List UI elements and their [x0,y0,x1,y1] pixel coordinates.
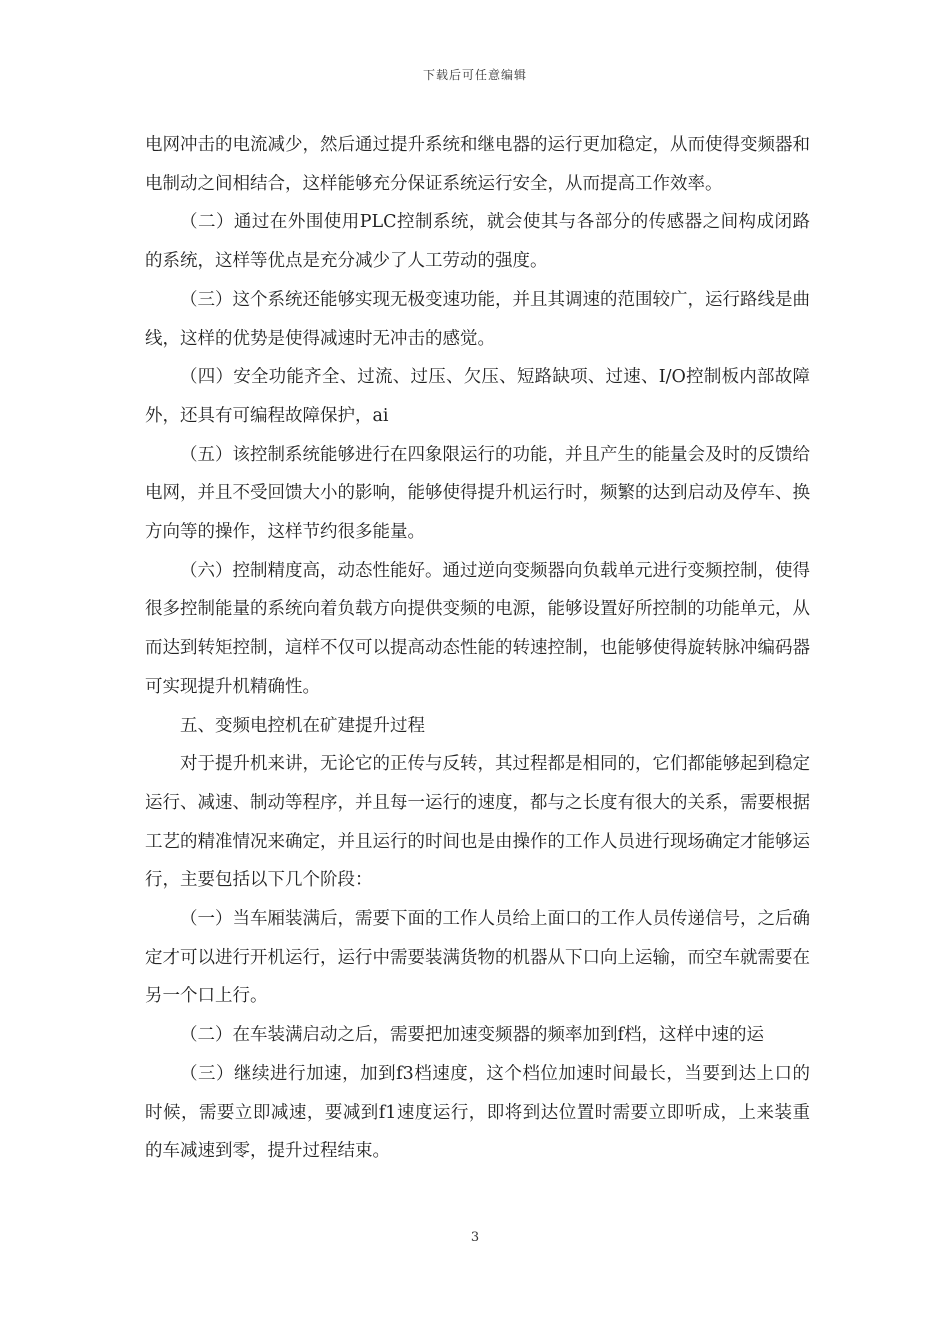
paragraph: 电网冲击的电流减少，然后通过提升系统和继电器的运行更加稳定，从而使得变频器和电制动之间相结合，这样能够充分保证系统运行安全，从而提高工作效率。 [145,135,810,194]
page-header: 下载后可任意编辑 [422,68,527,82]
paragraph: （三）这个系统还能够实现无极变速功能，并且其调速的范围较广，运行路线是曲线，这样的优势是使得减速时无冲击的感觉。 [145,289,810,349]
paragraph: （五）该控制系统能够进行在四象限运行的功能，并且产生的能量会及时的反馈给电网，并且不受回馈大小的影响，能够使得提升机运行时，频繁的达到启动及停车、换方向等的操作，这样节约很多能量。 [145,444,810,543]
paragraph: （六）控制精度高，动态性能好。通过逆向变频器向负载单元进行变频控制，使得很多控制能量的系统向着负载方向提供变频的电源，能够设置好所控制的功能单元，从而达到转矩控制，這样不仅可以提高动态性能的转速控制，也能够使得旋转脉冲编码器可实现提升机精确性。 [145,560,810,697]
paragraph: （四）安全功能齐全、过流、过压、欠压、短路缺项、过速、I/O控制板内部故障外，还具有可编程故障保护，ai [145,367,810,426]
paragraph: 对于提升机来讲，无论它的正传与反转，其过程都是相同的，它们都能够起到稳定运行、减速、制动等程序，并且每一运行的速度，都与之长度有很大的关系，需要根据工艺的精准情况来确定，并且运行的时间也是由操作的工作人员进行现场确定才能够运行，主要包括以下几个阶段： [145,754,810,891]
body-text [145,126,810,1171]
paragraph: （三）继续进行加速，加到f3档速度，这个档位加速时间最长，当要到达上口的时候，需要立即减速，要减到f1速度运行，即将到达位置时需要立即听成，上来装重的车减速到零，提升过程结束。 [145,1063,810,1162]
section-heading: 五、变频电控机在矿建提升过程 [180,715,425,736]
paragraph: （一）当车厢装满后，需要下面的工作人员给上面口的工作人员传递信号，之后确定才可以进行开机运行，运行中需要装满货物的机器从下口向上运输，而空车就需要在另一个口上行。 [145,909,810,1007]
paragraph: （二）通过在外围使用PLC控制系统，就会使其与各部分的传感器之间构成闭路的系统，这样等优点是充分减少了人工劳动的强度。 [145,212,810,272]
paragraph: （二）在车装满启动之后，需要把加速变频器的频率加到f档，这样中速的运 [180,1025,764,1046]
page-number: 3 [470,1230,480,1245]
